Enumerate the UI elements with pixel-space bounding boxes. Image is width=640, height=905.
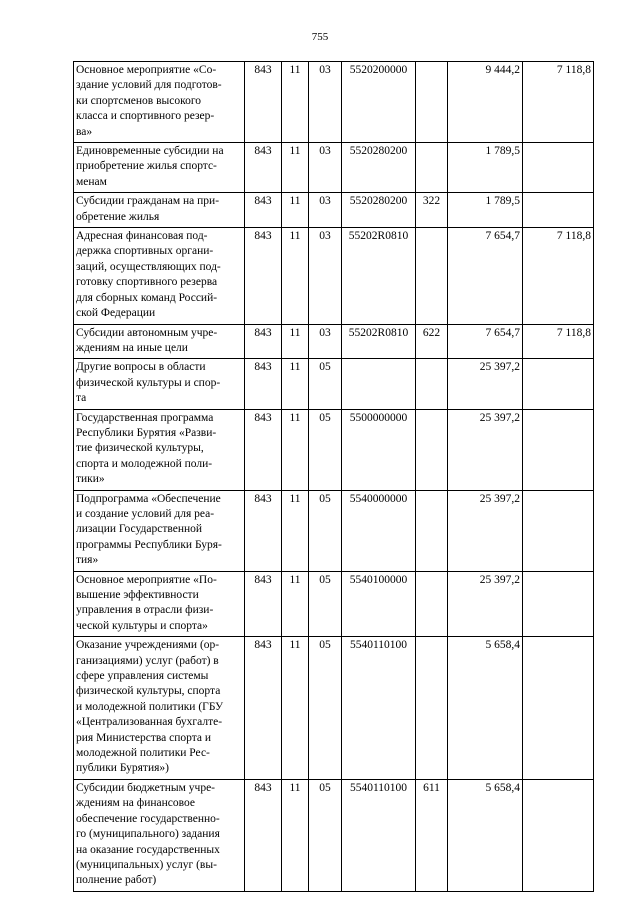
item-name-line: приобретение жилья спортс- — [76, 160, 217, 173]
ministry-code-cell: 843 — [245, 62, 282, 143]
expense-type-cell — [416, 571, 448, 637]
item-name-line: Республики Бурятия «Разви- — [76, 426, 217, 439]
amount-cell: 25 397,2 — [448, 359, 523, 409]
item-name-cell — [74, 143, 245, 193]
table-row — [74, 324, 594, 359]
expense-type-cell — [416, 359, 448, 409]
item-name-line: Субсидии автономным учре- — [76, 326, 218, 339]
subsection-code-cell: 03 — [309, 324, 342, 359]
expense-type-cell: 622 — [416, 324, 448, 359]
item-name-cell — [74, 571, 245, 637]
amount-cell: 25 397,2 — [448, 409, 523, 490]
expense-type-cell — [416, 143, 448, 193]
amount-extra-cell — [523, 779, 594, 891]
amount-cell: 5 658,4 — [448, 779, 523, 891]
target-article-cell: 5520200000 — [342, 62, 416, 143]
item-name-line: для сборных команд Россий- — [76, 291, 218, 304]
amount-extra-cell — [523, 490, 594, 571]
expense-type-cell — [416, 637, 448, 780]
table-row — [74, 637, 594, 780]
section-code-cell: 11 — [282, 143, 309, 193]
ministry-code-cell: 843 — [245, 324, 282, 359]
amount-cell: 25 397,2 — [448, 490, 523, 571]
item-name-line: готовку спортивного резерва — [76, 276, 218, 289]
item-name-cell — [74, 637, 245, 780]
budget-table-body — [74, 62, 594, 892]
target-article-cell: 5540110100 — [342, 637, 416, 780]
item-name-line: здание условий для подготов- — [76, 79, 222, 92]
item-name-line: ки спортсменов высокого — [76, 94, 202, 107]
item-name-cell — [74, 193, 245, 228]
amount-extra-cell — [523, 193, 594, 228]
amount-extra-cell — [523, 571, 594, 637]
item-name-line: го (муниципального) задания — [76, 828, 220, 841]
item-name-line: держка спортивных органи- — [76, 245, 214, 258]
item-name-cell — [74, 779, 245, 891]
target-article-cell: 5520280200 — [342, 193, 416, 228]
item-name-line: и молодежной политики (ГБУ — [76, 700, 224, 713]
expense-type-cell — [416, 62, 448, 143]
section-code-cell: 11 — [282, 779, 309, 891]
expense-type-cell — [416, 409, 448, 490]
item-name-cell — [74, 490, 245, 571]
amount-extra-cell: 7 118,8 — [523, 324, 594, 359]
item-name-line: Оказание учреждениями (ор- — [76, 639, 220, 652]
item-name-line: Субсидии бюджетным учре- — [76, 781, 216, 794]
item-name-line: Единовременные субсидии на — [76, 145, 224, 158]
section-code-cell: 11 — [282, 490, 309, 571]
subsection-code-cell: 05 — [309, 359, 342, 409]
target-article-cell: 55202R0810 — [342, 324, 416, 359]
item-name-line: ческой культуры и спорта» — [76, 619, 208, 632]
item-name-line: менам — [76, 175, 107, 188]
target-article-cell: 5540000000 — [342, 490, 416, 571]
section-code-cell: 11 — [282, 193, 309, 228]
budget-table — [73, 61, 594, 892]
amount-cell: 1 789,5 — [448, 143, 523, 193]
item-name-line: Адресная финансовая под- — [76, 230, 208, 243]
item-name-line: Другие вопросы в области — [76, 361, 206, 374]
section-code-cell: 11 — [282, 409, 309, 490]
expense-type-cell: 322 — [416, 193, 448, 228]
item-name-line: Основное мероприятие «Со- — [76, 64, 217, 76]
table-row — [74, 143, 594, 193]
item-name-line: на оказание государственных — [76, 843, 220, 856]
section-code-cell: 11 — [282, 571, 309, 637]
table-row — [74, 409, 594, 490]
ministry-code-cell: 843 — [245, 359, 282, 409]
subsection-code-cell: 05 — [309, 779, 342, 891]
amount-extra-cell — [523, 359, 594, 409]
item-name-line: ской Федерации — [76, 307, 156, 320]
ministry-code-cell: 843 — [245, 637, 282, 780]
page-number: 755 — [311, 31, 329, 43]
item-name-line: (муниципальных) услуг (вы- — [76, 858, 217, 871]
section-code-cell: 11 — [282, 359, 309, 409]
target-article-cell: 5500000000 — [342, 409, 416, 490]
item-name-line: рия Министерства спорта и — [76, 731, 212, 744]
item-name-line: физической культуры и спор- — [76, 376, 221, 389]
item-name-line: спорта и молодежной поли- — [76, 457, 213, 470]
item-name-cell — [74, 62, 245, 143]
expense-type-cell: 611 — [416, 779, 448, 891]
table-row — [74, 571, 594, 637]
amount-cell: 5 658,4 — [448, 637, 523, 780]
item-name-line: та — [76, 392, 87, 405]
section-code-cell: 11 — [282, 637, 309, 780]
amount-cell: 1 789,5 — [448, 193, 523, 228]
item-name-line: Подпрограмма «Обеспечение — [76, 492, 221, 505]
amount-extra-cell — [523, 143, 594, 193]
table-row — [74, 228, 594, 324]
subsection-code-cell: 05 — [309, 571, 342, 637]
target-article-cell: 5520280200 — [342, 143, 416, 193]
subsection-code-cell: 03 — [309, 143, 342, 193]
item-name-line: ва» — [76, 125, 93, 138]
section-code-cell: 11 — [282, 228, 309, 324]
item-name-line: управления в отрасли физи- — [76, 604, 214, 617]
item-name-line: полнение работ) — [76, 874, 157, 887]
target-article-cell — [342, 359, 416, 409]
item-name-line: публики Бурятия») — [76, 762, 169, 775]
amount-extra-cell — [523, 637, 594, 780]
item-name-line: физической культуры, спорта — [76, 685, 221, 698]
table-row — [74, 62, 594, 143]
subsection-code-cell: 05 — [309, 490, 342, 571]
ministry-code-cell: 843 — [245, 193, 282, 228]
amount-cell: 9 444,2 — [448, 62, 523, 143]
item-name-line: ждениям на финансовое — [76, 797, 196, 810]
target-article-cell: 5540100000 — [342, 571, 416, 637]
subsection-code-cell: 05 — [309, 637, 342, 780]
item-name-line: лизации Государственной — [76, 523, 203, 536]
item-name-line: Государственная программа — [76, 411, 214, 424]
target-article-cell: 55202R0810 — [342, 228, 416, 324]
item-name-line: молодежной политики Рес- — [76, 747, 210, 760]
amount-extra-cell: 7 118,8 — [523, 228, 594, 324]
expense-type-cell — [416, 490, 448, 571]
amount-cell: 7 654,7 — [448, 324, 523, 359]
amount-extra-cell — [523, 409, 594, 490]
amount-extra-cell: 7 118,8 — [523, 62, 594, 143]
subsection-code-cell: 05 — [309, 409, 342, 490]
table-row — [74, 193, 594, 228]
item-name-cell — [74, 324, 245, 359]
item-name-cell — [74, 228, 245, 324]
item-name-cell — [74, 409, 245, 490]
section-code-cell: 11 — [282, 324, 309, 359]
table-row — [74, 359, 594, 409]
subsection-code-cell: 03 — [309, 62, 342, 143]
item-name-line: программы Республики Буря- — [76, 538, 222, 551]
item-name-line: вышение эффективности — [76, 589, 199, 601]
section-code-cell: 11 — [282, 62, 309, 143]
target-article-cell: 5540110100 — [342, 779, 416, 891]
amount-cell: 7 654,7 — [448, 228, 523, 324]
item-name-line: обретение жилья — [76, 210, 160, 223]
item-name-line: и создание условий для реа- — [76, 507, 215, 520]
item-name-line: ганизациями) услуг (работ) в — [76, 654, 219, 667]
item-name-line: ждениям на иные цели — [76, 341, 188, 354]
item-name-line: Субсидии гражданам на при- — [76, 195, 220, 208]
item-name-line: тие физической культуры, — [76, 442, 204, 455]
ministry-code-cell: 843 — [245, 571, 282, 637]
item-name-cell — [74, 359, 245, 409]
expense-type-cell — [416, 228, 448, 324]
item-name-line: сфере управления системы — [76, 670, 209, 683]
item-name-line: «Централизованная бухгалте- — [76, 716, 223, 729]
subsection-code-cell: 03 — [309, 193, 342, 228]
item-name-line: класса и спортивного резер- — [76, 110, 215, 123]
ministry-code-cell: 843 — [245, 490, 282, 571]
item-name-line: тики» — [76, 473, 105, 486]
ministry-code-cell: 843 — [245, 779, 282, 891]
ministry-code-cell: 843 — [245, 409, 282, 490]
item-name-line: Основное мероприятие «По- — [76, 573, 217, 586]
table-row — [74, 490, 594, 571]
table-row — [74, 779, 594, 891]
ministry-code-cell: 843 — [245, 143, 282, 193]
item-name-line: заций, осуществляющих под- — [76, 260, 221, 273]
ministry-code-cell: 843 — [245, 228, 282, 324]
item-name-line: тия» — [76, 554, 99, 567]
subsection-code-cell: 03 — [309, 228, 342, 324]
amount-cell: 25 397,2 — [448, 571, 523, 637]
item-name-line: обеспечение государственно- — [76, 812, 220, 825]
